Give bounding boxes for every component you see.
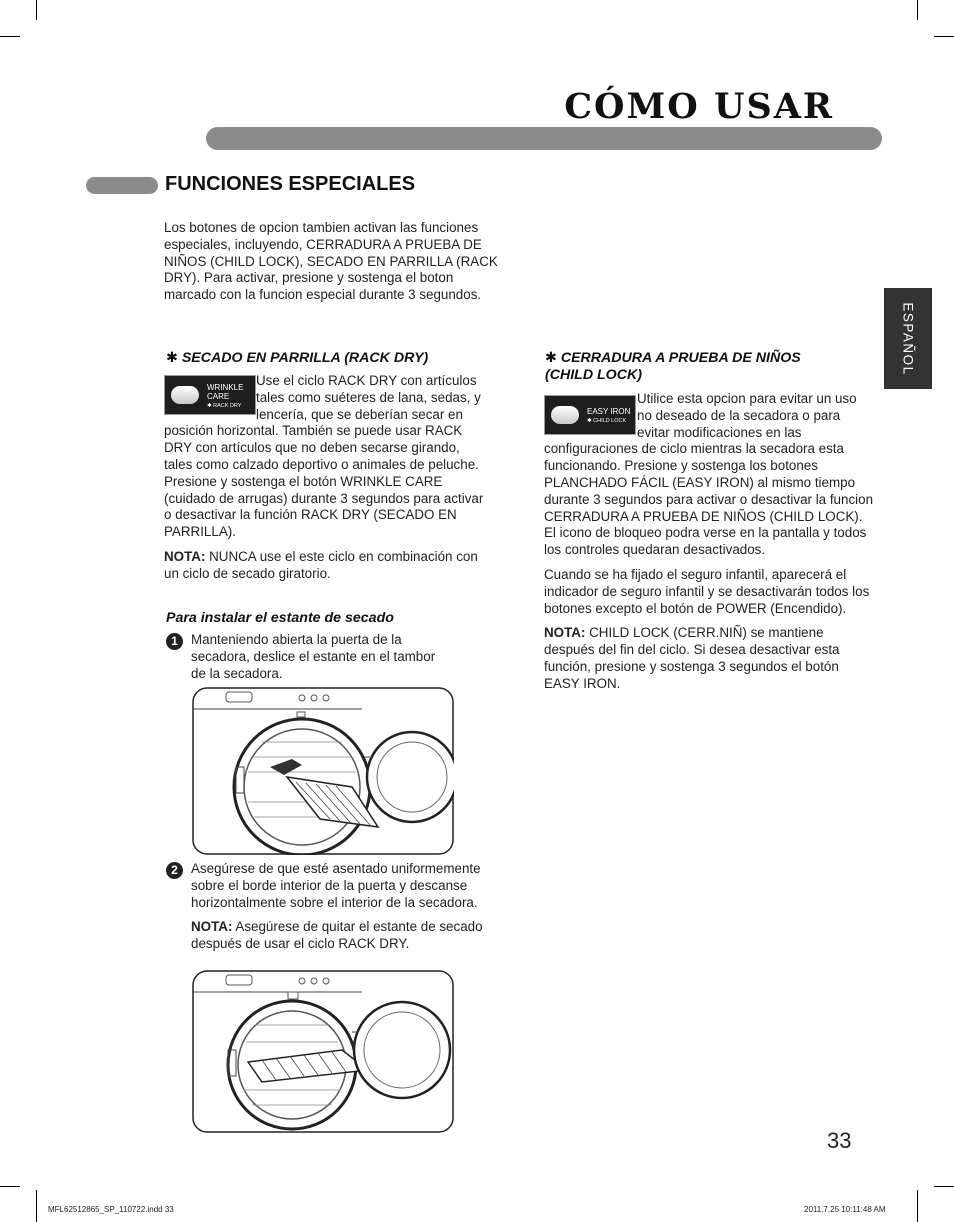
footer-timestamp: 2011.7.25 10:11:48 AM — [804, 1205, 886, 1214]
child-lock-heading-line-1: ✱ CERRADURA A PRUEBA DE NIÑOS — [545, 350, 801, 366]
note-label: NOTA: — [191, 919, 233, 935]
child-lock-heading-line-2: (CHILD LOCK) — [545, 367, 642, 383]
step-2-text: Asegúrese de que esté asentado uniformemente sobre el borde interior de la puerta y descanse horizontalmente sobre el interior de la secadora. — [191, 861, 481, 910]
button-pill — [551, 406, 579, 424]
child-lock-heading — [545, 350, 801, 384]
easy-iron-button-graphic — [544, 395, 636, 435]
note-label: NOTA: — [164, 548, 206, 564]
crop-mark — [36, 0, 37, 20]
button-label: CARE — [207, 392, 230, 401]
dryer-rack-installed-illustration — [192, 970, 454, 1133]
crop-mark — [0, 36, 20, 37]
child-lock-note — [544, 625, 874, 692]
title-bar — [206, 127, 882, 150]
crop-mark — [917, 0, 918, 20]
crop-mark — [917, 1190, 918, 1222]
rack-dry-note — [164, 549, 486, 583]
button-label: WRINKLE — [207, 383, 244, 392]
page-title: CÓMO USAR — [564, 86, 834, 127]
language-tab-label: ESPAÑOL — [900, 301, 916, 376]
note-text: CHILD LOCK (CERR.NIÑ) se mantiene después del fin del ciclo. Si desea desactivar esta función, presione y sostenga 3 segundos el botón EASY IRON. — [544, 625, 840, 691]
page-number: 33 — [827, 1128, 852, 1153]
child-lock-block — [544, 391, 874, 701]
note-text: NUNCA use el este ciclo en combinación con un ciclo de secado giratorio. — [164, 548, 478, 581]
child-lock-body: Utilice esta opcion para evitar un uso no deseado de la secadora o para evitar modificaciones en las configuraciones de ciclo mientras la secadora esta funcionando. Presione y sostenga los botones PLANCHADO FÁCIL (EASY IRON) al mismo tiempo durante 3 segundos para activar o desactivar la funcion CERRADURA A PRUEBA DE NIÑOS (CHILD LOCK). El icono de bloqueo podra verse en la pantalla y todos los controles quedaran desactivados. — [544, 391, 874, 558]
crop-mark — [0, 1186, 20, 1187]
rack-dry-heading: ✱ SECADO EN PARRILLA (RACK DRY) — [166, 350, 429, 366]
wrinkle-care-button-graphic — [164, 375, 256, 415]
button-sub-label: ✱ CHILD LOCK — [587, 418, 627, 424]
rack-dry-body: Use el ciclo RACK DRY con artículos tales como suéteres de lana, sedas, y lencería, que se deberían secar en posición horizontal. También se puede usar RACK DRY con artículos que no deben secarse girando, tales como calzado deportivo o animales de peluche. Presione y sostenga el botón WRINKLE CARE (cuidado de arrugas) durante 3 segundos para activar o desactivar la función RACK DRY (SECADO EN PARRILLA). — [164, 373, 484, 540]
crop-mark — [934, 36, 954, 37]
note-label: NOTA: — [544, 625, 586, 641]
language-tab — [884, 288, 932, 389]
dryer-rack-insert-illustration — [192, 687, 454, 855]
button-pill — [171, 386, 199, 404]
child-lock-body-2: Cuando se ha fijado el seguro infantil, aparecerá el indicador de seguro infantil y se desactivarán todos los botones excepto el botón de POWER (Encendido). — [544, 566, 870, 616]
step-2-note — [191, 919, 486, 953]
button-label: EASY IRON — [587, 407, 631, 416]
install-heading: Para instalar el estante de secado — [166, 610, 394, 626]
button-sub-label: ✱ RACK DRY — [207, 403, 242, 409]
crop-mark — [934, 1186, 954, 1187]
section-pill — [86, 177, 158, 194]
step-2-block — [191, 861, 486, 961]
crop-mark — [36, 1190, 37, 1222]
step-1-text: Manteniendo abierta la puerta de la secadora, deslice el estante en el tambor de la secadora. — [191, 632, 436, 681]
footer-file-info: MFL62512865_SP_110722.indd 33 — [48, 1205, 174, 1214]
note-text: Asegúrese de quitar el estante de secado después de usar el ciclo RACK DRY. — [191, 919, 483, 952]
section-title: FUNCIONES ESPECIALES — [165, 173, 416, 195]
intro-paragraph: Los botones de opcion tambien activan las funciones especiales, incluyendo, CERRADURA A PRUEBA DE NIÑOS (CHILD LOCK), SECADO EN PARRILLA (RACK DRY). Para activar, presione y sostenga el boton marcado con la funcion especial durante 3 segundos. — [164, 220, 498, 303]
step-2-badge: 2 — [166, 862, 183, 879]
step-1-badge: 1 — [166, 633, 183, 650]
